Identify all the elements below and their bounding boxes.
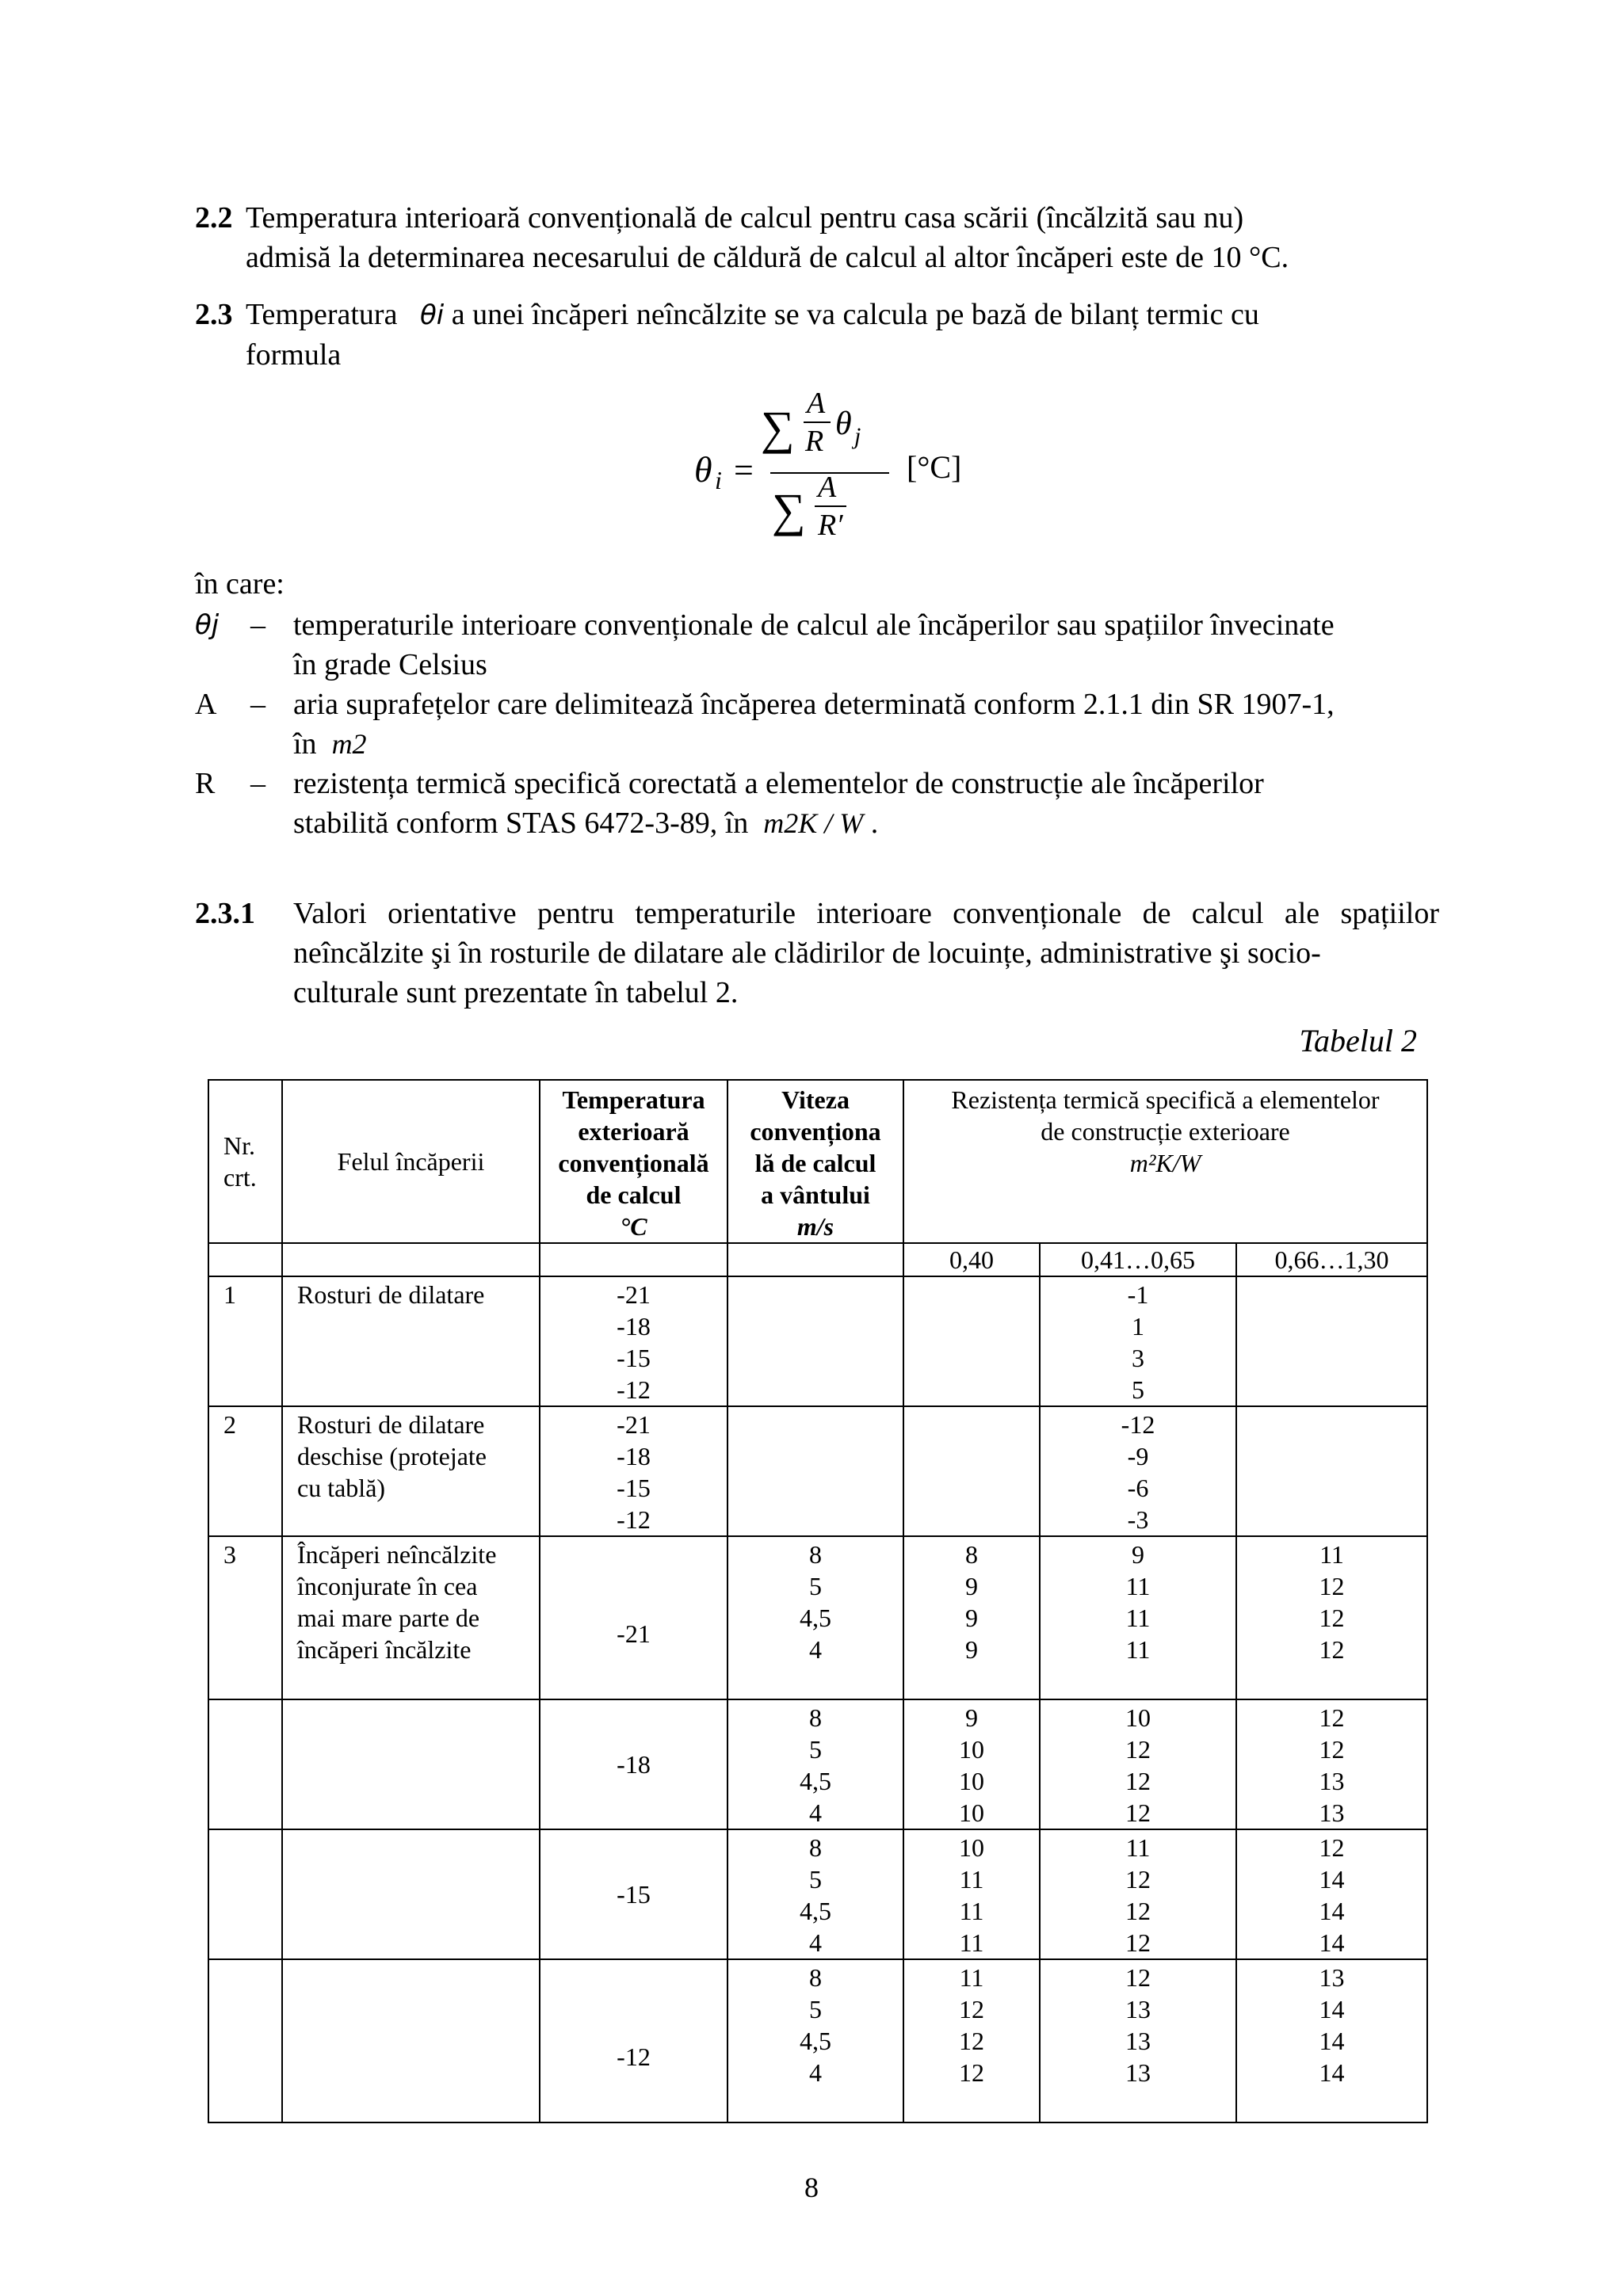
cell-value: 12 <box>959 1995 984 2023</box>
table-cell-felul <box>282 1276 540 1406</box>
table-2 <box>208 1079 1428 2123</box>
theta-i-symbol: θi <box>419 299 445 331</box>
table-caption: Tabelul 2 <box>1299 1023 1417 1058</box>
cell-value: -15 <box>617 1474 651 1502</box>
table-cell-nr: 2 <box>208 1406 282 1536</box>
table-cell-r2 <box>1040 1536 1236 1699</box>
cell-value: 10 <box>959 1767 984 1795</box>
legend-definition <box>293 764 1439 843</box>
legend-definition <box>293 605 1439 685</box>
table-cell-temp <box>540 1829 727 1959</box>
cell-value: 10 <box>1125 1703 1151 1732</box>
cell-value: 11 <box>1125 1572 1151 1600</box>
header-felul: Felul încăperii <box>282 1080 540 1243</box>
cell-value: 4 <box>809 2058 822 2087</box>
cell-value: -15 <box>617 1344 651 1372</box>
unit-m2k-per-w: m2K / W <box>763 807 864 839</box>
cell-value: 5 <box>809 1735 822 1764</box>
cell-value: 13 <box>1125 2027 1151 2055</box>
cell-value: 11 <box>959 1963 984 1992</box>
cell-value: -21 <box>617 1619 651 1648</box>
table-cell <box>540 1243 727 1276</box>
cell-value: 12 <box>1125 1798 1151 1827</box>
section-2-3 <box>195 295 1439 375</box>
cell-value: 5 <box>809 1572 822 1600</box>
cell-value: 12 <box>1125 1767 1151 1795</box>
cell-value: Rosturi de dilatare <box>297 1410 485 1439</box>
table-cell-felul <box>282 1406 540 1536</box>
table-body <box>208 1276 1427 2122</box>
section-number: 2.2 <box>195 201 233 235</box>
cell-value: 10 <box>959 1833 984 1862</box>
cell-value: -18 <box>617 1312 651 1341</box>
table-cell <box>282 1243 540 1276</box>
cell-value: 10 <box>959 1798 984 1827</box>
cell-value: 13 <box>1319 1798 1345 1827</box>
cell-value: cu tablă) <box>297 1474 386 1502</box>
fraction-bar <box>815 505 846 507</box>
table-cell <box>208 1243 282 1276</box>
table-row <box>208 1276 1427 1406</box>
subheader-rez-col-3: 0,66…1,30 <box>1236 1243 1427 1276</box>
table-cell-nr <box>208 1959 282 2122</box>
cell-value: 3 <box>1132 1344 1144 1372</box>
header-text: de calcul <box>586 1180 682 1209</box>
legend-symbol: R <box>195 767 216 800</box>
cell-value: -21 <box>617 1410 651 1439</box>
table-cell-felul <box>282 1959 540 2122</box>
header-unit: m²K/W <box>1129 1149 1201 1177</box>
cell-value: 14 <box>1319 2058 1345 2087</box>
header-text: de construcție exterioare <box>1041 1117 1290 1146</box>
cell-value: 11 <box>959 1865 984 1894</box>
text-fragment: stabilită conform STAS 6472-3-89, în <box>293 807 749 840</box>
cell-value: -12 <box>617 1375 651 1404</box>
text-line: rezistența termică specifică corectată a elementelor de construcție ale încăperilor <box>293 767 1264 800</box>
cell-value: -12 <box>617 1505 651 1534</box>
cell-value: 12 <box>1125 1735 1151 1764</box>
table-row <box>208 1536 1427 1699</box>
header-unit: m/s <box>796 1212 834 1241</box>
unit-m2: m2 <box>331 728 367 760</box>
cell-value: -18 <box>617 1750 651 1779</box>
table-cell-r1 <box>903 1959 1040 2122</box>
legend-item <box>195 605 1439 685</box>
cell-value: 11 <box>959 1928 984 1957</box>
table-cell-temp <box>540 1406 727 1536</box>
formula-equals: = <box>734 451 754 490</box>
cell-value: -12 <box>1121 1410 1155 1439</box>
header-unit: °C <box>620 1212 647 1241</box>
header-temperature <box>540 1080 727 1243</box>
table-cell-r3 <box>1236 1959 1427 2122</box>
legend-dash: – <box>250 608 265 642</box>
text-line <box>246 298 1259 331</box>
text-line: neîncălzite şi în rosturile de dilatare ale clădirilor de locuințe, administrative şi socio- <box>293 936 1321 970</box>
table-cell-r3 <box>1236 1406 1427 1536</box>
text-line: admisă la determinarea necesarului de căldură de calcul al altor încăperi este de 10 °C. <box>246 241 1289 274</box>
table-cell-viteza <box>727 1536 903 1699</box>
table-row <box>208 1829 1427 1959</box>
table-cell-temp <box>540 1276 727 1406</box>
cell-value: 5 <box>1132 1375 1144 1404</box>
table-row <box>208 1699 1427 1829</box>
sigma-symbol: ∑ <box>761 402 795 454</box>
cell-value: 12 <box>1125 1897 1151 1925</box>
cell-value: 1 <box>1132 1312 1144 1341</box>
cell-value: 12 <box>1319 1833 1345 1862</box>
cell-value: 13 <box>1319 1963 1345 1992</box>
table-cell-nr: 3 <box>208 1536 282 1699</box>
cell-value: 5 <box>809 1865 822 1894</box>
sigma-symbol: ∑ <box>772 484 806 536</box>
table-cell-r3 <box>1236 1276 1427 1406</box>
cell-value: -9 <box>1127 1442 1149 1470</box>
text-fragment: Temperatura <box>246 298 398 331</box>
cell-value: 12 <box>1125 1928 1151 1957</box>
table-cell-nr <box>208 1699 282 1829</box>
cell-value: încăperi încălzite <box>297 1635 472 1664</box>
header-text: Viteza <box>781 1085 850 1114</box>
cell-value: 11 <box>1125 1604 1151 1632</box>
cell-value: 9 <box>965 1635 978 1664</box>
cell-value: 4 <box>809 1928 822 1957</box>
formula-theta: θ <box>835 406 852 442</box>
cell-value: 14 <box>1319 2027 1345 2055</box>
table-cell-r3 <box>1236 1699 1427 1829</box>
page-number: 8 <box>804 2172 819 2203</box>
cell-value: 12 <box>1125 1865 1151 1894</box>
formula-theta: θ <box>694 449 712 490</box>
subheader-rez-col-2: 0,41…0,65 <box>1040 1243 1236 1276</box>
section-2-2 <box>195 198 1439 277</box>
section-text <box>246 295 1439 375</box>
cell-value: -6 <box>1127 1474 1149 1502</box>
table-cell-r1 <box>903 1829 1040 1959</box>
legend-symbol: A <box>195 688 217 721</box>
section-number: 2.3 <box>195 298 233 331</box>
table-cell-r2 <box>1040 1959 1236 2122</box>
header-viteza <box>727 1080 903 1243</box>
header-text: convențională <box>558 1149 709 1177</box>
cell-value: 13 <box>1125 2058 1151 2087</box>
text-fragment: . <box>870 807 879 840</box>
table-cell-r2 <box>1040 1276 1236 1406</box>
text-fragment: a unei încăperi neîncălzite se va calcula pe bază de bilanț termic cu <box>451 298 1259 331</box>
formula-R: R <box>805 425 824 458</box>
table-cell-r1 <box>903 1276 1040 1406</box>
cell-value: 4,5 <box>800 2027 831 2055</box>
cell-value: 9 <box>965 1604 978 1632</box>
cell-value: 4,5 <box>800 1767 831 1795</box>
text-fragment: în <box>293 727 317 761</box>
cell-value: 5 <box>809 1995 822 2023</box>
header-text: crt. <box>223 1163 257 1192</box>
formula-A: A <box>807 387 826 420</box>
cell-value: -1 <box>1127 1280 1149 1309</box>
table-header-row <box>208 1080 1427 1243</box>
cell-value: 8 <box>809 1540 822 1569</box>
legend-dash: – <box>250 767 265 800</box>
cell-value: Rosturi de dilatare <box>297 1280 485 1309</box>
table-cell-r2 <box>1040 1699 1236 1829</box>
cell-value: 11 <box>1125 1635 1151 1664</box>
table-cell-r2 <box>1040 1406 1236 1536</box>
table-cell-viteza <box>727 1699 903 1829</box>
cell-value: 8 <box>809 1703 822 1732</box>
table-cell-r1 <box>903 1406 1040 1536</box>
cell-value: 11 <box>1125 1833 1151 1862</box>
formula-subscript: j <box>854 423 861 449</box>
formula-A: A <box>818 471 837 504</box>
cell-value: 13 <box>1125 1995 1151 2023</box>
table-cell-viteza <box>727 1276 903 1406</box>
formula-unit: [°C] <box>907 449 962 485</box>
cell-value: 4 <box>809 1635 822 1664</box>
cell-value: 12 <box>959 2027 984 2055</box>
table-cell-temp <box>540 1536 727 1699</box>
cell-value: -12 <box>617 2042 651 2071</box>
header-text: a vântului <box>761 1180 870 1209</box>
text-line: temperaturile interioare convenționale de calcul ale încăperilor sau spațiilor învecinate <box>293 608 1335 642</box>
cell-value: 9 <box>965 1703 978 1732</box>
formula-R-prime: R′ <box>818 509 843 542</box>
cell-value: 12 <box>1319 1635 1345 1664</box>
section-text <box>293 894 1439 1013</box>
cell-value: 11 <box>959 1897 984 1925</box>
table-cell-viteza <box>727 1829 903 1959</box>
cell-value: 12 <box>1319 1703 1345 1732</box>
cell-value: 4 <box>809 1798 822 1827</box>
cell-value: -18 <box>617 1442 651 1470</box>
table-cell-r1 <box>903 1536 1040 1699</box>
header-text: Nr. <box>223 1131 255 1160</box>
cell-value: 14 <box>1319 1928 1345 1957</box>
legend-dash: – <box>250 688 265 721</box>
formula-subscript: i <box>715 466 722 494</box>
text-line: în grade Celsius <box>293 648 487 681</box>
table-cell-r3 <box>1236 1536 1427 1699</box>
table-cell-viteza <box>727 1959 903 2122</box>
header-text: Temperatura <box>562 1085 705 1114</box>
cell-value: 10 <box>959 1735 984 1764</box>
header-rezistenta <box>903 1080 1427 1243</box>
text-line: Temperatura interioară convențională de calcul pentru casa scării (încălzită sau nu) <box>246 201 1244 235</box>
section-2-3-1 <box>195 894 1439 1013</box>
cell-value: înconjurate în cea <box>297 1572 478 1600</box>
header-text: lă de calcul <box>754 1149 876 1177</box>
text-line: Valori orientative pentru temperaturile interioare convenționale de calcul ale spațiilor <box>293 897 1439 930</box>
text-line: formula <box>246 338 342 372</box>
table-cell-viteza <box>727 1406 903 1536</box>
table-cell-temp <box>540 1959 727 2122</box>
text-line <box>293 724 1439 764</box>
fraction-bar <box>804 421 831 423</box>
text-line: aria suprafețelor care delimitează încăperea determinată conform 2.1.1 din SR 1907-1, <box>293 688 1335 721</box>
cell-value: Încăperi neîncălzite <box>297 1540 497 1569</box>
legend-symbol: θj <box>195 609 220 641</box>
cell-value: mai mare parte de <box>297 1604 480 1632</box>
table-row <box>208 1959 1427 2122</box>
subheader-rez-col-1: 0,40 <box>903 1243 1040 1276</box>
section-text <box>246 198 1439 277</box>
cell-value: 14 <box>1319 1865 1345 1894</box>
table-cell-r1 <box>903 1699 1040 1829</box>
cell-value: 12 <box>1319 1735 1345 1764</box>
text-line <box>293 803 1439 843</box>
table-cell-felul <box>282 1536 540 1699</box>
cell-value: 4,5 <box>800 1897 831 1925</box>
cell-value: -3 <box>1127 1505 1149 1534</box>
cell-value: -21 <box>617 1280 651 1309</box>
cell-value: 9 <box>965 1572 978 1600</box>
table-cell-nr <box>208 1829 282 1959</box>
table-cell-r3 <box>1236 1829 1427 1959</box>
cell-value: 13 <box>1319 1767 1345 1795</box>
legend-item <box>195 764 1439 843</box>
cell-value: 8 <box>809 1963 822 1992</box>
cell-value: deschise (protejate <box>297 1442 487 1470</box>
table-cell-felul <box>282 1829 540 1959</box>
cell-value: 12 <box>1319 1572 1345 1600</box>
cell-value: 8 <box>965 1540 978 1569</box>
heat-balance-formula <box>682 387 999 561</box>
cell-value: 12 <box>1125 1963 1151 1992</box>
table-cell <box>727 1243 903 1276</box>
section-number: 2.3.1 <box>195 897 255 930</box>
table-cell-nr: 1 <box>208 1276 282 1406</box>
cell-value: 4,5 <box>800 1604 831 1632</box>
cell-value: -15 <box>617 1880 651 1909</box>
cell-value: 9 <box>1132 1540 1144 1569</box>
cell-value: 12 <box>959 2058 984 2087</box>
cell-value: 14 <box>1319 1897 1345 1925</box>
legend-item <box>195 685 1439 764</box>
cell-value: 11 <box>1319 1540 1344 1569</box>
cell-value: 12 <box>1319 1604 1345 1632</box>
cell-value: 14 <box>1319 1995 1345 2023</box>
cell-value: 8 <box>809 1833 822 1862</box>
legend-definition <box>293 685 1439 764</box>
table-cell-r2 <box>1040 1829 1236 1959</box>
header-text: exterioară <box>578 1117 689 1146</box>
header-text: Rezistența termică specifică a elementelor <box>951 1085 1380 1114</box>
table-subheader-row <box>208 1243 1427 1276</box>
table-cell-felul <box>282 1699 540 1829</box>
header-nr <box>208 1080 282 1243</box>
table-row <box>208 1406 1427 1536</box>
text-line: culturale sunt prezentate în tabelul 2. <box>293 976 739 1009</box>
in-care-label: în care: <box>195 567 285 601</box>
table-cell-temp <box>540 1699 727 1829</box>
header-text: convenționa <box>750 1117 881 1146</box>
